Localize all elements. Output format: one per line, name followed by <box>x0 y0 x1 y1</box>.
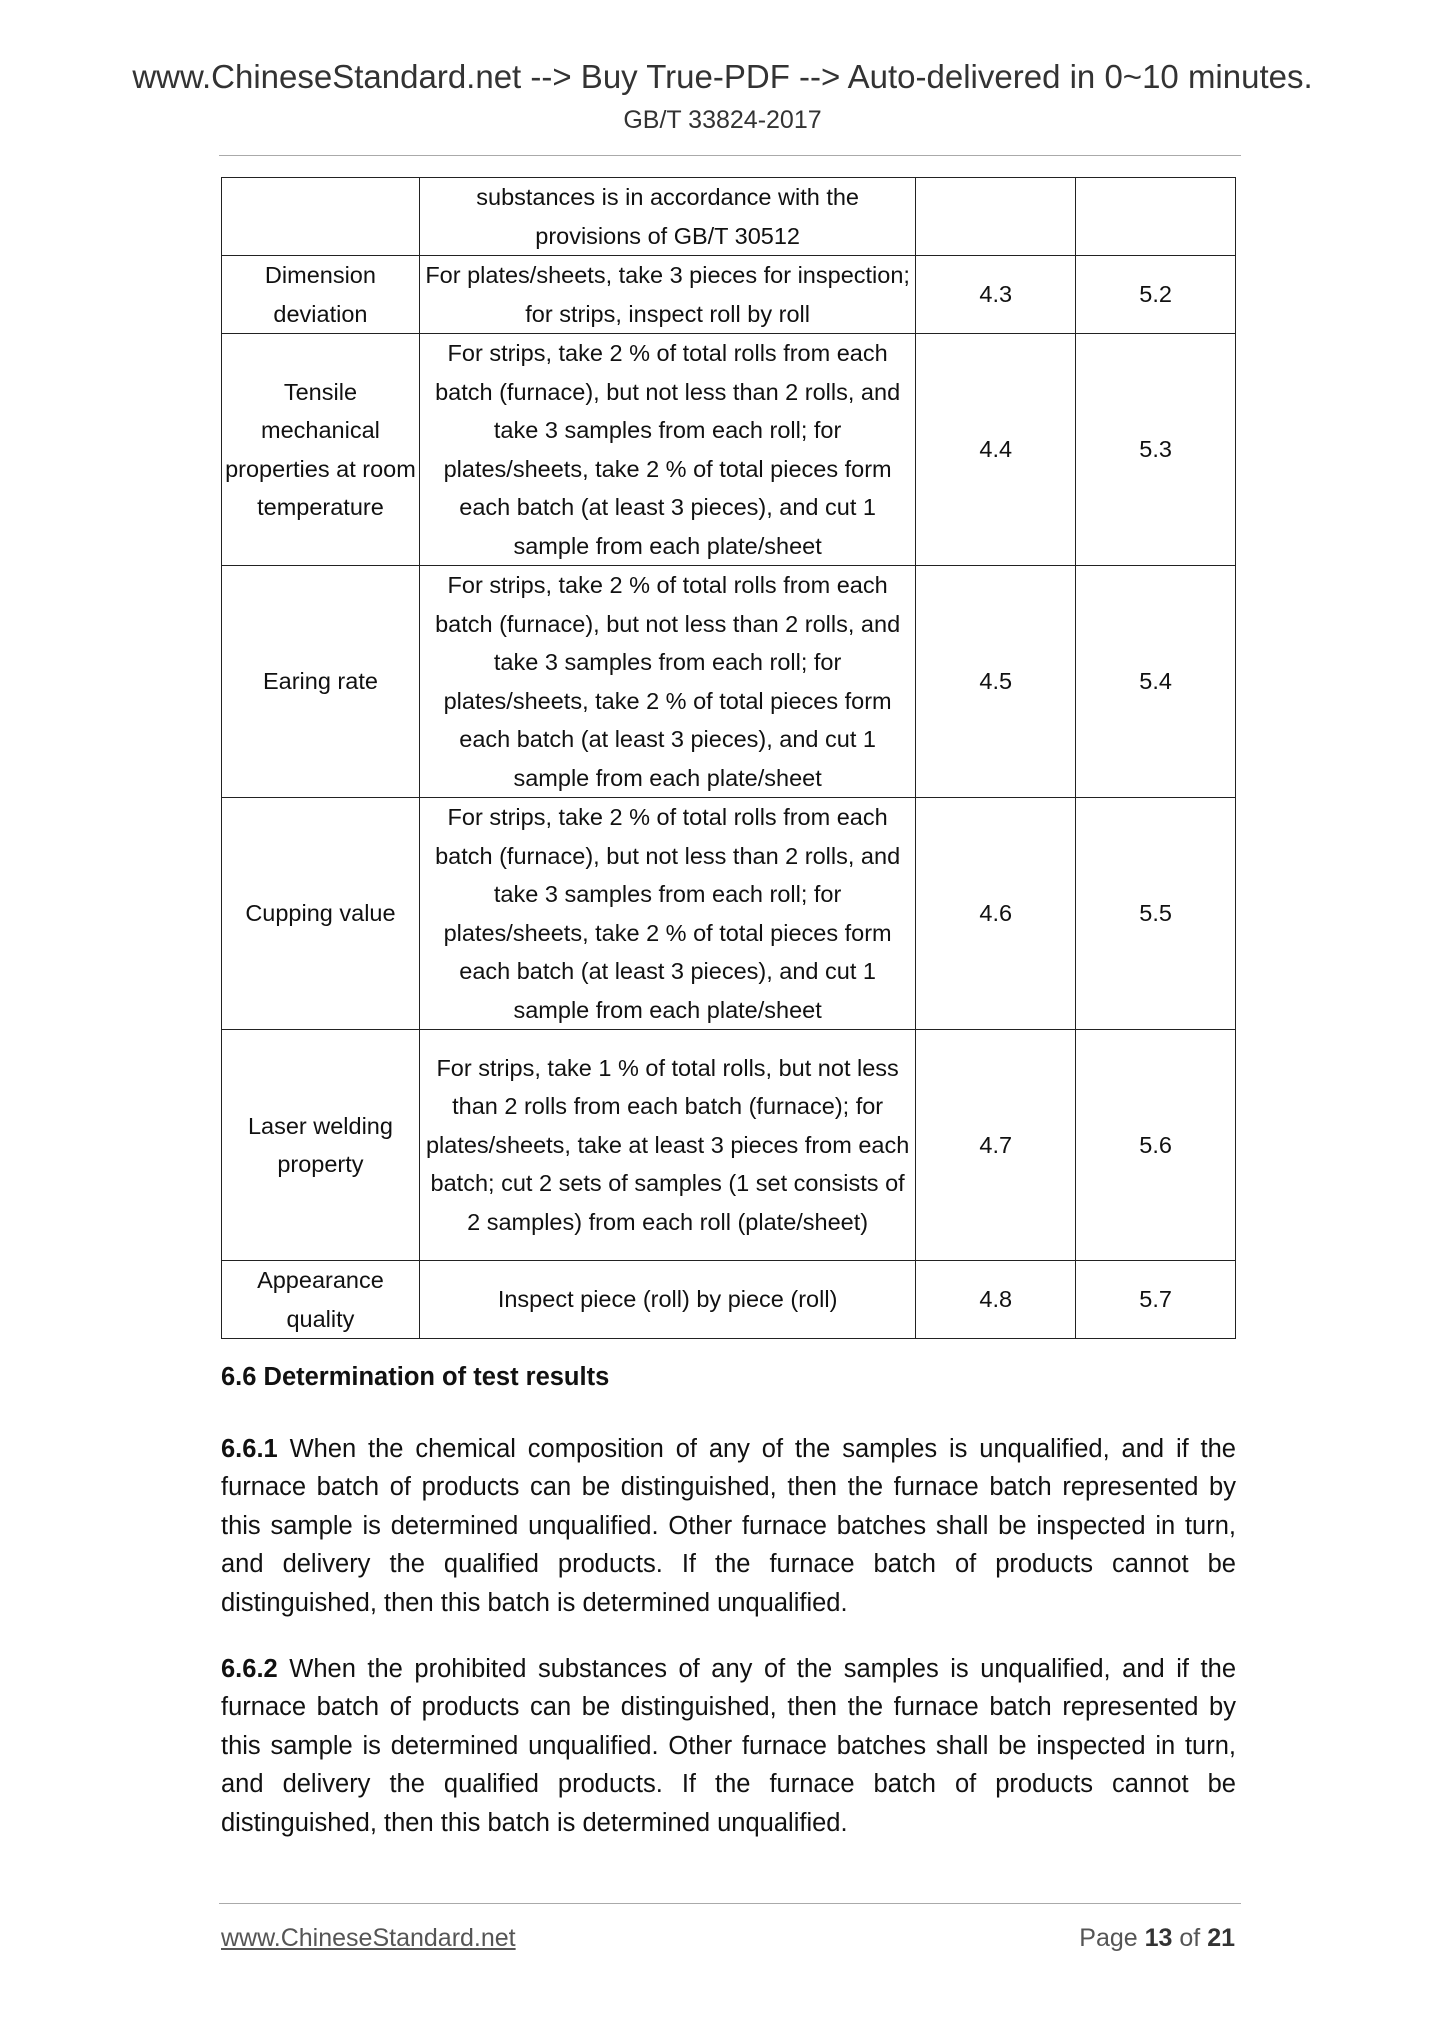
sampling-cell: substances is in accordance with the provisions of GB/T 30512 <box>419 178 915 256</box>
paragraph-6-6-1 <box>221 1430 1236 1622</box>
sampling-cell: For strips, take 1 % of total rolls, but not less than 2 rolls from each batch (furnace); for plates/sheets, take at least 3 pieces from each batch; cut 2 sets of samples (1 set consists of 2 samples) from each roll (plate/sheet) <box>419 1030 915 1261</box>
sampling-cell: Inspect piece (roll) by piece (roll) <box>419 1261 915 1339</box>
requirement-cell: 4.3 <box>916 256 1076 334</box>
requirement-cell: 4.7 <box>916 1030 1076 1261</box>
page-of: of <box>1172 1924 1208 1952</box>
section-heading: 6.6 Determination of test results <box>221 1363 610 1391</box>
requirement-cell <box>916 178 1076 256</box>
test-method-cell: 5.6 <box>1076 1030 1236 1261</box>
footer-website-link[interactable]: www.ChineseStandard.net <box>221 1924 516 1952</box>
item-cell <box>222 178 420 256</box>
table-row <box>222 566 1236 798</box>
test-method-cell <box>1076 178 1236 256</box>
paragraph-6-6-2 <box>221 1650 1236 1842</box>
item-cell: Cupping value <box>222 798 420 1030</box>
requirement-cell: 4.4 <box>916 334 1076 566</box>
table-row <box>222 1030 1236 1261</box>
clause-text: When the chemical composition of any of the samples is unqualified, and if the furnace batch of products can be distinguished, then the furnace batch represented by this sample is determined unqualified. Other furnace batches shall be inspected in turn, and delivery the qualified products. If the furnace batch of products cannot be distinguished, then this batch is determined unqualified. <box>221 1435 1236 1617</box>
page-indicator <box>1079 1924 1235 1953</box>
sampling-cell: For plates/sheets, take 3 pieces for inspection; for strips, inspect roll by roll <box>419 256 915 334</box>
requirement-cell: 4.8 <box>916 1261 1076 1339</box>
sampling-cell: For strips, take 2 % of total rolls from each batch (furnace), but not less than 2 rolls, and take 3 samples from each roll; for plates/sheets, take 2 % of total pieces form each batch (at least 3 pieces), and cut 1 sample from each plate/sheet <box>419 566 915 798</box>
item-cell: Dimension deviation <box>222 256 420 334</box>
table-row <box>222 798 1236 1030</box>
test-method-cell: 5.7 <box>1076 1261 1236 1339</box>
sampling-cell: For strips, take 2 % of total rolls from each batch (furnace), but not less than 2 rolls, and take 3 samples from each roll; for plates/sheets, take 2 % of total pieces form each batch (at least 3 pieces), and cut 1 sample from each plate/sheet <box>419 334 915 566</box>
table-row <box>222 256 1236 334</box>
clause-text: When the prohibited substances of any of the samples is unqualified, and if the furnace batch of products can be distinguished, then the furnace batch represented by this sample is determined unqualified. Other furnace batches shall be inspected in turn, and delivery the qualified products. If the furnace batch of products cannot be distinguished, then this batch is determined unqualified. <box>221 1655 1236 1837</box>
item-cell: Tensile mechanical properties at room temperature <box>222 334 420 566</box>
sampling-cell: For strips, take 2 % of total rolls from each batch (furnace), but not less than 2 rolls, and take 3 samples from each roll; for plates/sheets, take 2 % of total pieces form each batch (at least 3 pieces), and cut 1 sample from each plate/sheet <box>419 798 915 1030</box>
test-method-cell: 5.5 <box>1076 798 1236 1030</box>
footer-divider <box>219 1903 1241 1904</box>
item-cell: Appearance quality <box>222 1261 420 1339</box>
table-row <box>222 1261 1236 1339</box>
page-total: 21 <box>1207 1924 1235 1952</box>
document-id: GB/T 33824-2017 <box>623 106 822 134</box>
table-row <box>222 334 1236 566</box>
header-divider <box>219 155 1241 156</box>
inspection-table <box>221 177 1236 1339</box>
clause-number: 6.6.2 <box>221 1655 278 1683</box>
table-row <box>222 178 1236 256</box>
page-current: 13 <box>1144 1924 1173 1952</box>
item-cell: Laser welding property <box>222 1030 420 1261</box>
test-method-cell: 5.3 <box>1076 334 1236 566</box>
test-method-cell: 5.2 <box>1076 256 1236 334</box>
test-method-cell: 5.4 <box>1076 566 1236 798</box>
clause-number: 6.6.1 <box>221 1435 278 1463</box>
requirement-cell: 4.6 <box>916 798 1076 1030</box>
requirement-cell: 4.5 <box>916 566 1076 798</box>
item-cell: Earing rate <box>222 566 420 798</box>
page-prefix: Page <box>1079 1924 1145 1952</box>
header-banner: www.ChineseStandard.net --> Buy True-PDF --> Auto-delivered in 0~10 minutes. <box>132 58 1313 95</box>
